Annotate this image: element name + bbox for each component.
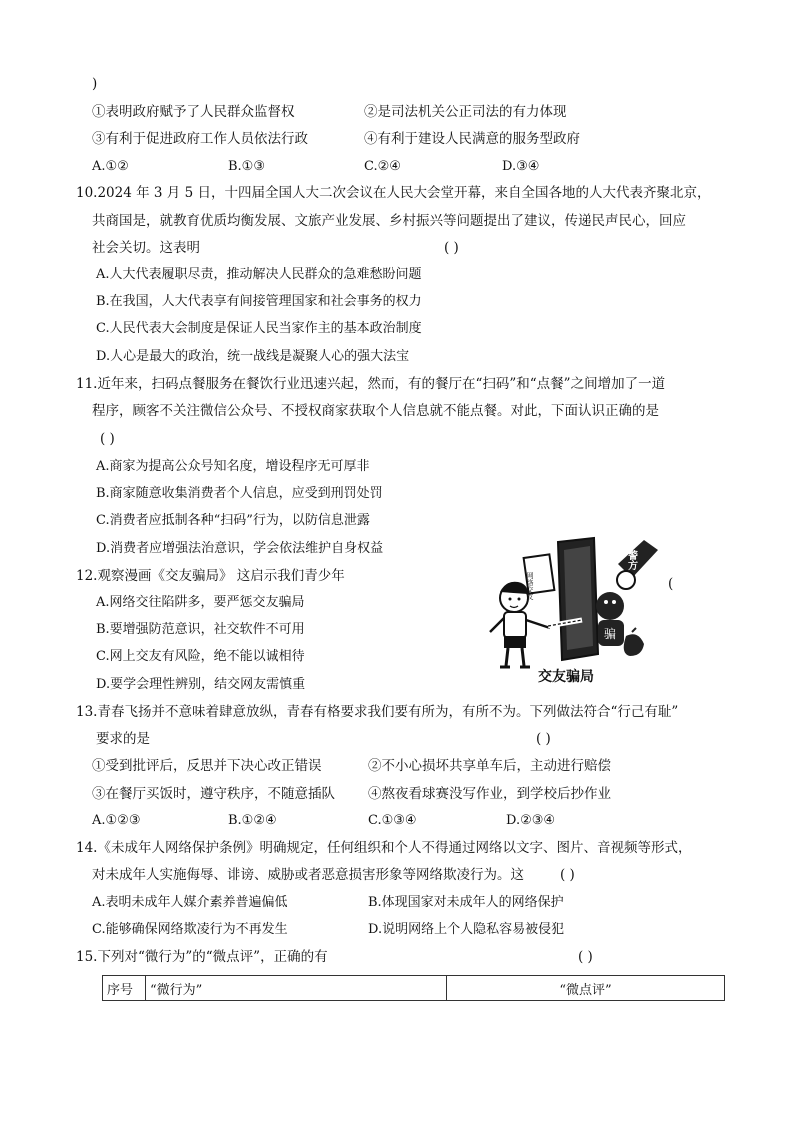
q9-choice-a: A.①②: [92, 159, 129, 174]
q14-answer-paren: ( ): [560, 867, 575, 883]
q13-stem-line-2: 要求的是: [96, 731, 150, 747]
q12-choice-a: A.网络交往陷阱多，要严惩交友骗局: [96, 595, 305, 610]
q11-answer-paren: ( ): [100, 431, 115, 447]
q10-stem-line-3: 社会关切。这表明: [92, 240, 200, 256]
police-fist-text: 警方: [625, 550, 637, 570]
q12-cartoon-illustration: [486, 536, 658, 686]
q11-stem-line-2: 程序，顾客不关注微信公众号、不授权商家获取个人信息就不能点餐。对此，下面认识正确的是: [92, 403, 659, 419]
q9-choice-d: D.③④: [502, 159, 540, 174]
q12-stem: 12.观察漫画《交友骗局》 这启示我们青少年: [76, 568, 345, 584]
q11-choice-d: D.消费者应增强法治意识，学会依法维护自身权益: [96, 541, 384, 556]
q10-choice-b: B.在我国，人大代表享有间接管理国家和社会事务的权力: [96, 294, 422, 309]
q13-choice-a: A.①②③: [92, 813, 141, 828]
scammer-icon: [596, 592, 624, 620]
q11-choice-a: A.商家为提高公众号知名度，增设程序无可厚非: [96, 459, 370, 474]
q14-choice-c: C.能够确保网络欺凌行为不再发生: [92, 922, 288, 937]
q11-stem-line-1: 11.近年来，扫码点餐服务在餐饮行业迅速兴起，然而，有的餐厅在“扫码”和“点餐”之间增加了一道: [76, 376, 666, 392]
table-row: [103, 976, 725, 1001]
q15-header-comment: “微点评”: [447, 976, 725, 1001]
q14-choice-b: B.体现国家对未成年人的网络保护: [368, 895, 564, 910]
q12-cartoon-caption: 交友骗局: [538, 669, 594, 685]
q9-option-3: ③有利于促进政府工作人员依法行政: [92, 131, 308, 147]
q9-option-1: ①表明政府赋予了人民群众监督权: [92, 104, 295, 120]
q12-choice-d: D.要学会理性辨别，结交网友需慎重: [96, 677, 306, 692]
q13-answer-paren: ( ): [536, 731, 551, 747]
q15-answer-paren: ( ): [578, 949, 593, 965]
q12-answer-paren: (: [668, 576, 674, 592]
q10-choice-d: D.人心是最大的政治，统一战线是凝聚人心的强大法宝: [96, 349, 410, 364]
q9-choice-b: B.①③: [228, 159, 265, 174]
q15-header-behavior: “微行为”: [146, 976, 447, 1001]
q13-option-4: ④熬夜看球赛没写作业，到学校后抄作业: [368, 786, 611, 802]
q9-option-2: ②是司法机关公正司法的有力体现: [364, 104, 567, 120]
q10-answer-paren: ( ): [444, 240, 459, 256]
q10-choice-c: C.人民代表大会制度是保证人民当家作主的基本政治制度: [96, 321, 422, 336]
q12-choice-b: B.要增强防范意识，社交软件不可用: [96, 622, 305, 637]
scammer-body-text: 骗: [604, 627, 617, 641]
q9-paren-close: ): [92, 76, 98, 92]
sign-board-text: 网络交友: [526, 572, 534, 600]
money-bag-icon: [624, 634, 644, 656]
q11-choice-c: C.消费者应抵制各种“扫码”行为，以防信息泄露: [96, 513, 370, 528]
boy-body-icon: [504, 612, 526, 638]
q9-choice-c: C.②④: [364, 159, 401, 174]
q13-choice-b: B.①②④: [228, 813, 277, 828]
q13-choice-d: D.②③④: [506, 813, 556, 828]
q13-option-1: ①受到批评后，反思并下决心改正错误: [92, 758, 322, 774]
q15-header-index: 序号: [103, 976, 146, 1001]
q14-stem-line-1: 14.《未成年人网络保护条例》明确规定，任何组织和个人不得通过网络以文字、图片、音视频等形式，: [76, 840, 692, 856]
q13-option-2: ②不小心损坏共享单车后，主动进行赔偿: [368, 758, 611, 774]
q9-option-4: ④有利于建设人民满意的服务型政府: [364, 131, 580, 147]
q10-choice-a: A.人大代表履职尽责，推动解决人民群众的急难愁盼问题: [96, 267, 422, 282]
q15-stem: 15.下列对“微行为”的“微点评”，正确的有: [76, 949, 328, 965]
q13-option-3: ③在餐厅买饭时，遵守秩序，不随意插队: [92, 786, 335, 802]
q13-stem-line-1: 13.青春飞扬并不意味着肆意放纵，青春有格要求我们要有所为，有所不为。下列做法符合“行己有耻”: [76, 704, 679, 720]
q14-choice-d: D.说明网络上个人隐私容易被侵犯: [368, 922, 565, 937]
q11-choice-b: B.商家随意收集消费者个人信息，应受到刑罚处罚: [96, 486, 383, 501]
q15-table: [102, 975, 725, 1001]
q14-stem-line-2: 对未成年人实施侮辱、诽谤、威胁或者恶意损害形象等网络欺凌行为。这: [92, 867, 524, 883]
q10-stem-line-1: 10.2024 年 3 月 5 日，十四届全国人大二次会议在人民大会堂开幕，来自全国各地的人大代表齐聚北京，: [76, 185, 711, 201]
q10-stem-line-2: 共商国是，就教育优质均衡发展、文旅产业发展、乡村振兴等问题提出了建议，传递民声民心，回应: [92, 213, 686, 229]
q13-choice-c: C.①③④: [368, 813, 417, 828]
q12-choice-c: C.网上交友有风险，绝不能以诚相待: [96, 649, 305, 664]
q14-choice-a: A.表明未成年人媒介素养普遍偏低: [92, 895, 288, 910]
